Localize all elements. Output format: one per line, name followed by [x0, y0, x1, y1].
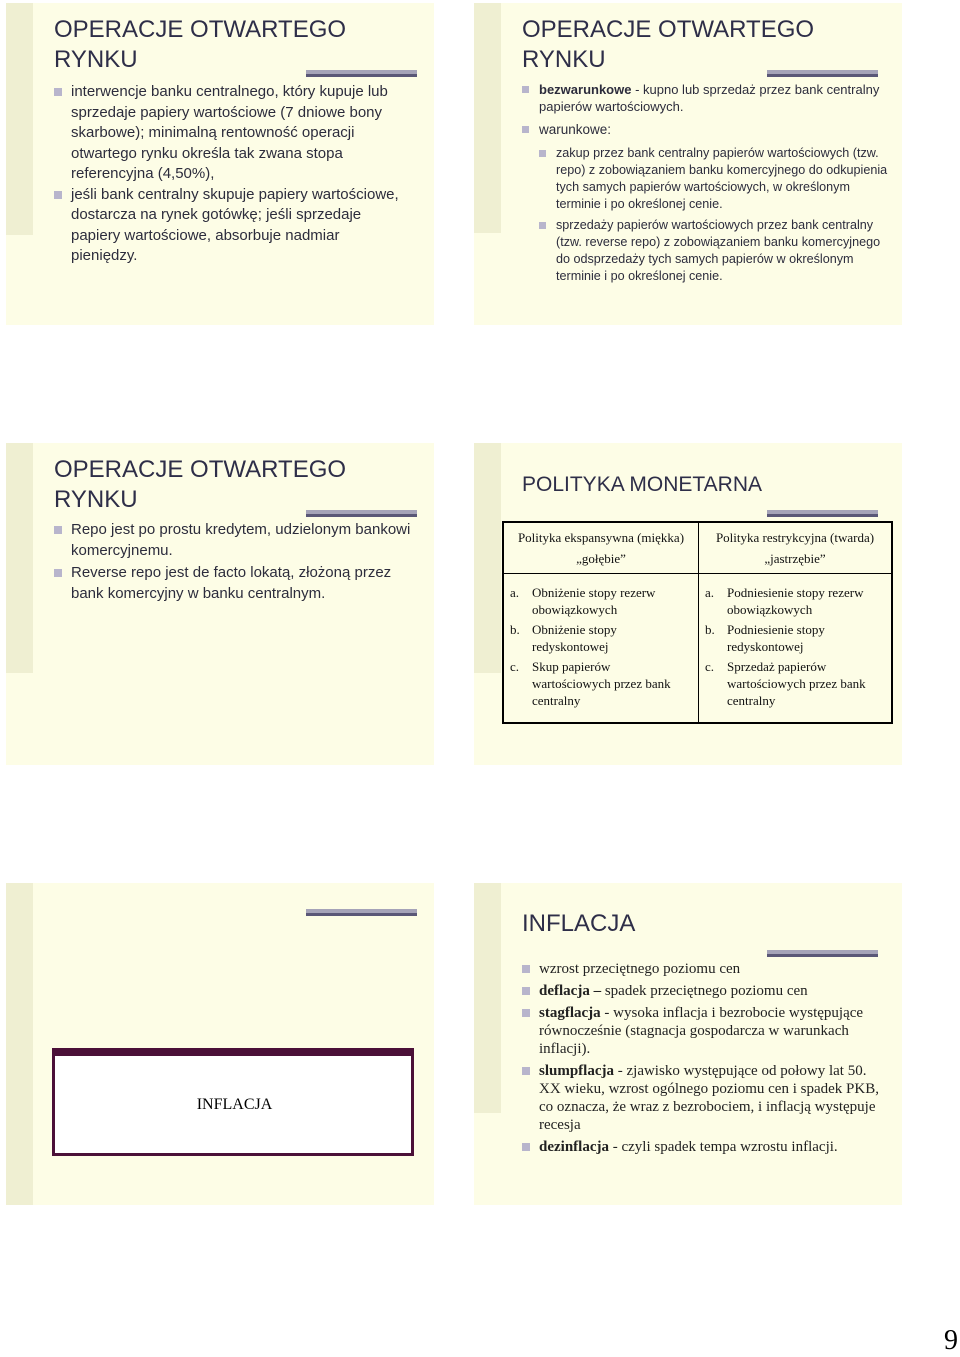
bullet-item [522, 81, 892, 115]
bullet-item: interwencje banku centralnego, który kupuje lub sprzedaje papiery wartościowe (7 dniowe bony skarbowe); minimalną rentowność operacji otwartego rynku określa tak zwana stopa referencyjna (4,50%), [54, 82, 406, 185]
slide-open-market-3 [6, 443, 434, 765]
list-item: c. Sprzedaż papierów wartościowych przez bank centralny [705, 659, 866, 708]
header-doves: „gołębie” [576, 551, 626, 566]
slide-sidebar [6, 443, 33, 673]
page-number: 9 [944, 1325, 958, 1356]
policy-table [502, 521, 893, 724]
title-rule [306, 909, 417, 917]
slide-inflation-section [6, 883, 434, 1205]
title-rule [767, 510, 878, 518]
bullet-item: jeśli bank centralny skupuje papiery wartościowe, dostarcza na rynek gotówkę; jeśli sprzedaje papiery wartościowe, absorbuje nadmiar pieniędzy. [54, 185, 406, 267]
column-restrictive [699, 574, 893, 724]
section-title-box [52, 1048, 414, 1156]
slide-sidebar [474, 3, 501, 233]
sub-bullet-list [539, 145, 892, 285]
term-bezwarunkowe: bezwarunkowe [539, 82, 632, 97]
bullet-item: Repo jest po prostu kredytem, udzielonym bankowi komercyjnemu. [54, 520, 414, 561]
term-dezinflacja: dezinflacja [539, 1139, 609, 1155]
slide-open-market-1 [6, 3, 434, 325]
sub-bullet-item: sprzedaży papierów wartościowych przez bank centralny (tzw. reverse repo) z zobowiązaniem banku komercyjnego do odsprzedaży tych samych papierów w określonym terminie i po określonej cenie. [539, 217, 892, 285]
sub-bullet-item: zakup przez bank centralny papierów wartościowych (tzw. repo) z zobowiązaniem banku komercyjnego do odkupienia tych samych papierów wartościowych, w określonym terminie i po określonej cenie. [539, 145, 892, 213]
bullet-list [522, 81, 892, 289]
list-item: c. Skup papierów wartościowych przez bank centralny [510, 659, 671, 708]
slide-sidebar [474, 883, 501, 1113]
bullet-item [522, 121, 892, 285]
bullet-item: dezinflacja - czyli spadek tempa wzrostu inflacji. [522, 1138, 882, 1156]
term-deflacja: deflacja – [539, 983, 602, 999]
bullet-item: slumpflacja - zjawisko występujące od połowy lat 50. XX wieku, wzrost ogólnego poziomu cen i spadek PKB, co oznacza, że wraz z bezrobociem, i inflacją występuje recesja [522, 1062, 882, 1134]
section-title: INFLACJA [196, 1096, 273, 1113]
bullet-list [54, 82, 406, 267]
term-slumpflacja: slumpflacja [539, 1063, 614, 1079]
slide-title: OPERACJE OTWARTEGO RYNKU [522, 16, 815, 73]
header-expansive-name: Polityka ekspansywna (miękka) [517, 530, 685, 545]
slide-sidebar [6, 883, 33, 1205]
slide-title: OPERACJE OTWARTEGO RYNKU [54, 456, 347, 513]
header-expansive [503, 522, 699, 574]
list-item: a. Podniesienie stopy rezerw obowiązkowych [705, 585, 864, 617]
term-warunkowe: warunkowe: [539, 122, 612, 137]
bullet-item: stagflacja - wysoka inflacja i bezrobocie występujące równocześnie (stagnacja gospodarcza w warunkach inflacji). [522, 1004, 882, 1058]
list-item: b. Obniżenie stopy redyskontowej [510, 622, 617, 654]
header-restrictive-name: Polityka restrykcyjna (twarda) [715, 530, 875, 545]
slide-sidebar [6, 3, 33, 235]
bullet-list [522, 960, 882, 1156]
slide-open-market-2 [474, 3, 902, 325]
bullet-item: deflacja – spadek przeciętnego poziomu cen [522, 982, 882, 1000]
list-item: a. Obniżenie stopy rezerw obowiązkowych [510, 585, 656, 617]
header-restrictive [699, 522, 893, 574]
bullet-text: - kupno lub sprzedaż przez bank centralny papierów wartościowych. [539, 82, 880, 114]
slide-title: POLITYKA MONETARNA [522, 473, 762, 496]
slide-inflation [474, 883, 902, 1205]
slide-title: INFLACJA [522, 910, 636, 937]
bullet-item: wzrost przeciętnego poziomu cen [522, 960, 882, 978]
title-rule [767, 950, 878, 958]
bullet-item: Reverse repo jest de facto lokatą, złożoną przez bank komercyjny w banku centralnym. [54, 563, 414, 604]
list-item: b. Podniesienie stopy redyskontowej [705, 622, 825, 654]
slide-sidebar [474, 443, 501, 673]
column-expansive [503, 574, 699, 724]
bullet-list [54, 520, 414, 604]
slide-title: OPERACJE OTWARTEGO RYNKU [54, 16, 347, 73]
header-hawks: „jastrzębie” [764, 551, 826, 566]
term-stagflacja: stagflacja [539, 1005, 601, 1021]
slide-monetary-policy [474, 443, 902, 765]
